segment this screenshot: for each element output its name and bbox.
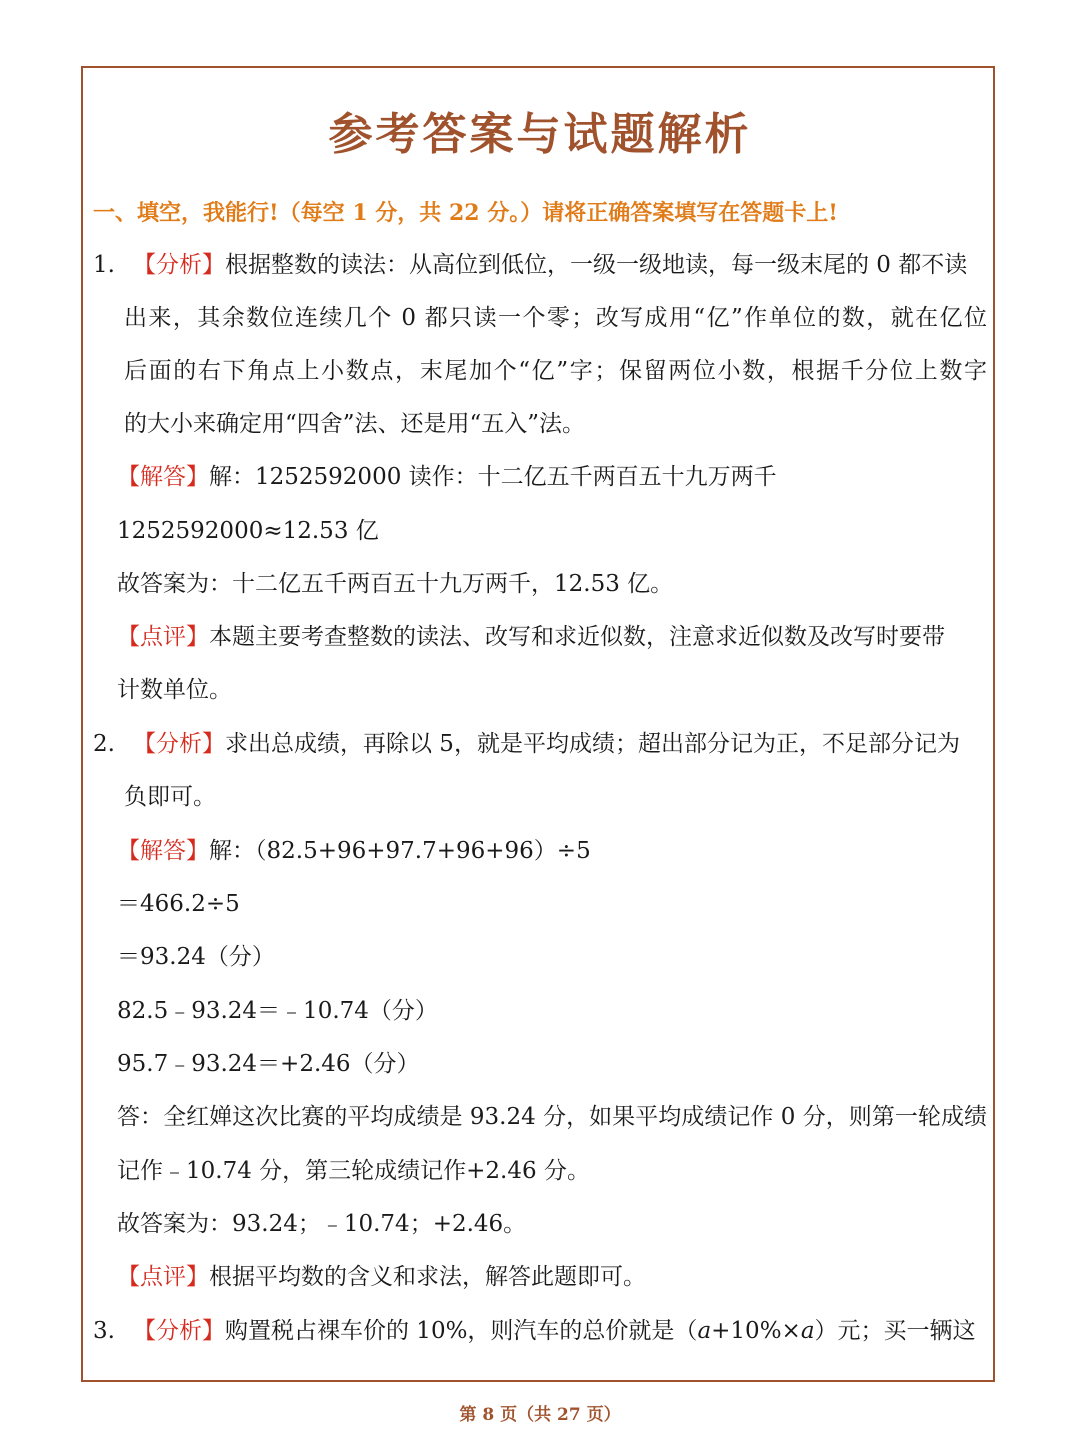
q2-analysis-line-2: 负即可。 (124, 784, 216, 810)
q1-analysis-line-2: 出来，其余数位连续几个 0 都只读一个零；改写成用“亿”作单位的数，就在亿位 (124, 305, 987, 331)
q1-analysis-text-1: 根据整数的读法：从高位到低位，一级一级地读，每一级末尾的 0 都不读 (225, 252, 968, 278)
q1-number: 1. (93, 252, 115, 278)
q2-analysis-tag: 【分析】 (133, 731, 225, 757)
q1-answer-line-3: 故答案为：十二亿五千两百五十九万两千，12.53 亿。 (117, 571, 674, 597)
q1-answer-tag: 【解答】 (117, 464, 209, 490)
q1-comment-line-2: 计数单位。 (117, 677, 232, 703)
q2-analysis-text-1: 求出总成绩，再除以 5，就是平均成绩；超出部分记为正，不足部分记为 (225, 731, 960, 757)
q1-answer-line-1 (117, 462, 777, 492)
q1-comment-text-1: 本题主要考查整数的读法、改写和求近似数，注意求近似数及改写时要带 (209, 624, 945, 650)
q3-analysis-text-3: ）元；买一辆这 (814, 1318, 976, 1344)
q2-comment-line-1 (117, 1262, 646, 1292)
section-heading: 一、填空，我能行!（每空 1 分，共 22 分。）请将正确答案填写在答题卡上! (93, 200, 838, 226)
page-title: 参考答案与试题解析 (328, 109, 752, 160)
page-footer: 第 8 页（共 27 页） (459, 1405, 621, 1425)
q2-answer-line-4: 82.5﹣93.24＝﹣10.74（分） (117, 998, 438, 1024)
q2-answer-text-1: 解：（82.5+96+97.7+96+96）÷5 (209, 838, 591, 864)
q1-comment-line-1 (117, 622, 987, 652)
q2-answer-line-6: 答：全红婵这次比赛的平均成绩是 93.24 分，如果平均成绩记作 0 分，则第一轮成绩 (117, 1104, 987, 1130)
q3-analysis-text-2: +10%× (711, 1318, 801, 1344)
q2-answer-line-7: 记作﹣10.74 分，第三轮成绩记作+2.46 分。 (117, 1158, 590, 1184)
q1-analysis-line-4: 的大小来确定用“四舍”法、还是用“五入”法。 (124, 411, 586, 437)
q2-comment-tag: 【点评】 (117, 1264, 209, 1290)
q2-answer-line-2: ＝466.2÷5 (117, 891, 240, 917)
q3-analysis-text-1: 购置税占裸车价的 10%，则汽车的总价就是（ (225, 1318, 698, 1344)
q3-analysis-line-1 (93, 1316, 987, 1346)
q2-comment-text-1: 根据平均数的含义和求法，解答此题即可。 (209, 1264, 646, 1290)
q1-comment-tag: 【点评】 (117, 624, 209, 650)
q1-analysis-tag: 【分析】 (133, 252, 225, 278)
q2-answer-line-1 (117, 836, 591, 866)
q2-answer-tag: 【解答】 (117, 838, 209, 864)
q1-analysis-line-3: 后面的右下角点上小数点，末尾加个“亿”字；保留两位小数，根据千分位上数字 (124, 358, 987, 384)
q3-variable-a: a (697, 1318, 712, 1344)
q1-analysis-line-1 (93, 250, 987, 280)
q2-answer-line-5: 95.7﹣93.24＝+2.46（分） (117, 1051, 420, 1077)
q2-answer-line-8: 故答案为：93.24；﹣10.74；+2.46。 (117, 1211, 527, 1237)
q3-variable-a: a (800, 1318, 815, 1344)
q1-answer-line-2: 1252592000≈12.53 亿 (117, 518, 379, 544)
q1-answer-text-1: 解：1252592000 读作：十二亿五千两百五十九万两千 (209, 464, 777, 490)
q2-answer-line-3: ＝93.24（分） (117, 944, 275, 970)
q3-number: 3. (93, 1318, 115, 1344)
q2-analysis-line-1 (93, 729, 987, 759)
q2-number: 2. (93, 731, 115, 757)
q3-analysis-tag: 【分析】 (133, 1318, 225, 1344)
